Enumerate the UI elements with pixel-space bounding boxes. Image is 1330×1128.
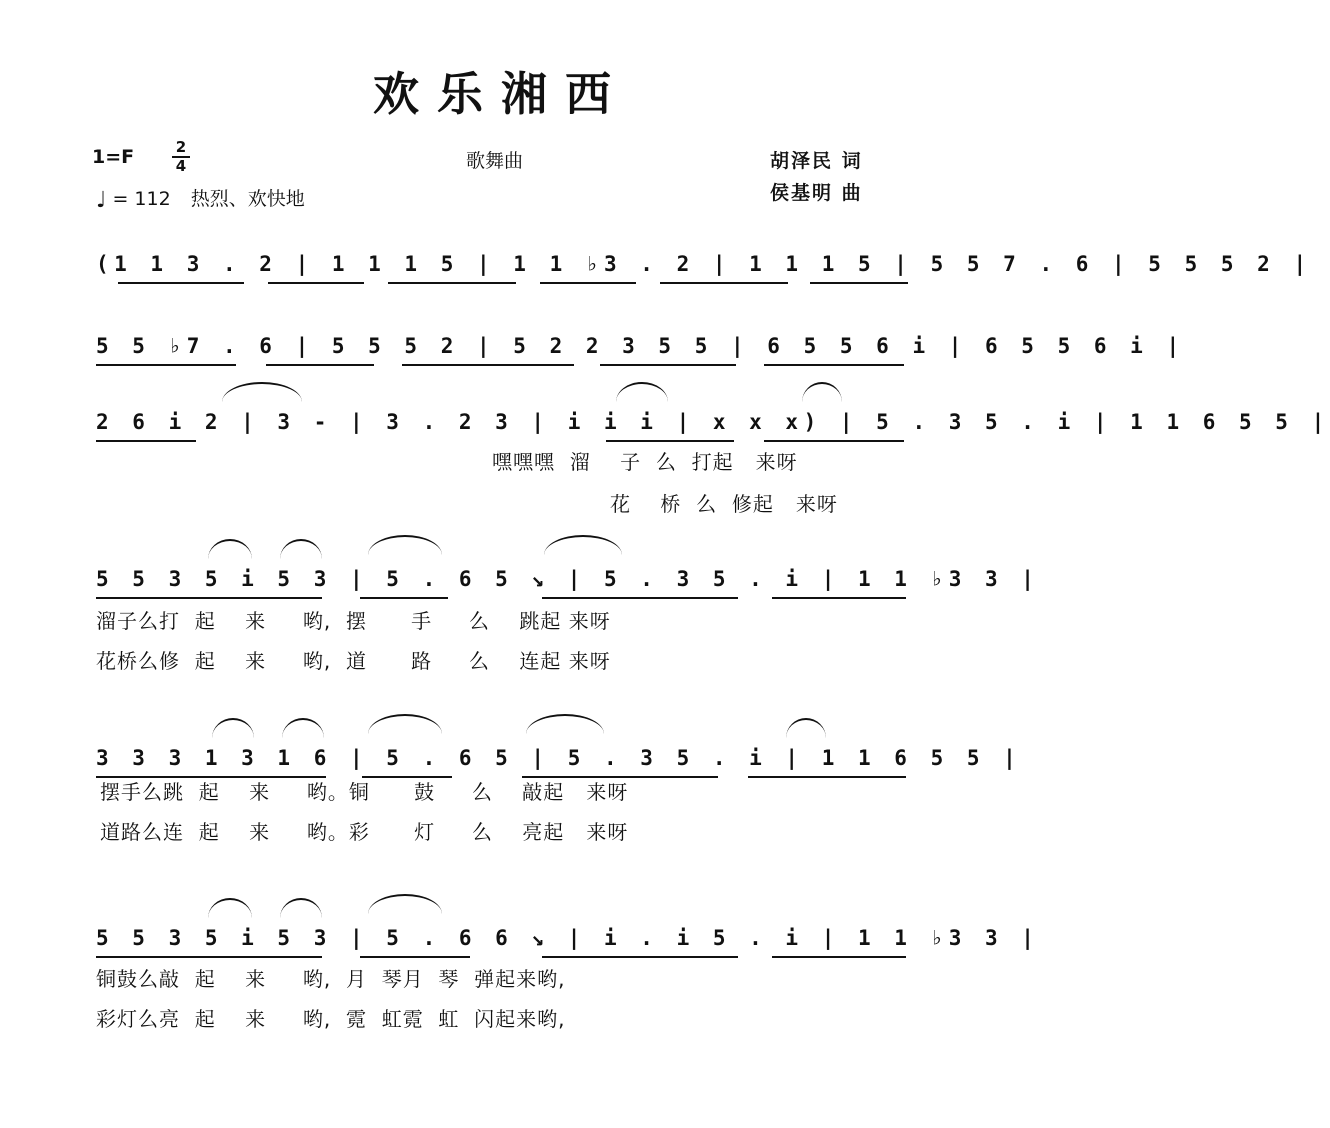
notation-line-6: 5 5 3 5 i 5 3 | 5 . 6 6 ↘ | i . i 5 . i | 1 1 ♭3 3 |	[96, 926, 1040, 950]
time-signature-bottom: 4	[175, 157, 187, 175]
lyrics-verse-2-line-3: 花 桥 么 修起 来呀	[610, 492, 838, 516]
notation-line-2: 5 5 ♭7 . 6 | 5 5 5 2 | 5 2 2 3 5 5 | 6 5 5 6 i | 6 5 5 6 i |	[96, 334, 1185, 358]
song-title: 欢乐湘西	[373, 67, 629, 121]
lyrics-verse-1-line-3: 嘿嘿嘿 溜 子 么 打起 来呀	[492, 450, 798, 474]
tempo-mark: 热烈、欢快地	[190, 188, 305, 210]
notation-line-4: 5 5 3 5 i 5 3 | 5 . 6 5 ↘ | 5 . 3 5 . i | 1 1 ♭3 3 |	[96, 567, 1040, 591]
notation-line-3: 2 6 i 2 | 3 - | 3 . 2 3 | i i i | x x x) | 5 . 3 5 . i | 1 1 6 5 5 |	[96, 410, 1330, 434]
time-signature-top: 2	[175, 138, 187, 156]
lyrics-verse-2-line-5: 道路么连 起 来 哟。彩 灯 么 亮起 来呀	[100, 820, 629, 844]
lyrics-verse-1-line-6: 铜鼓么敲 起 来 哟, 月 琴月 琴 弹起来哟,	[96, 967, 566, 991]
lyrics-verse-2-line-6: 彩灯么亮 起 来 哟, 霓 虹霓 虹 闪起来哟,	[96, 1007, 566, 1031]
time-signature	[172, 140, 190, 174]
tempo	[96, 184, 305, 213]
lyrics-verse-1-line-5: 摆手么跳 起 来 哟。铜 鼓 么 敲起 来呀	[100, 780, 629, 804]
genre: 歌舞曲	[466, 150, 524, 172]
lyrics-verse-1-line-4: 溜子么打 起 来 哟, 摆 手 么 跳起 来呀	[96, 609, 611, 633]
notation-line-1: (1 1 3 . 2 | 1 1 1 5 | 1 1 ♭3 . 2 | 1 1 1 5 | 5 5 7 . 6 | 5 5 5 2 |	[96, 252, 1312, 276]
tempo-value: = 112	[112, 188, 171, 210]
key-signature: 1=F	[92, 146, 135, 168]
score-line-1	[96, 238, 1312, 298]
notation-line-5: 3 3 3 1 3 1 6 | 5 . 6 5 | 5 . 3 5 . i | 1 1 6 5 5 |	[96, 746, 1022, 770]
lyricist-credit: 胡泽民 词	[770, 150, 863, 172]
quarter-note-icon: ♩	[96, 188, 107, 213]
score-line-2	[96, 320, 1185, 380]
score-line-4	[96, 553, 1040, 613]
composer-credit: 侯基明 曲	[770, 182, 863, 204]
lyrics-verse-2-line-4: 花桥么修 起 来 哟, 道 路 么 连起 来呀	[96, 649, 611, 673]
